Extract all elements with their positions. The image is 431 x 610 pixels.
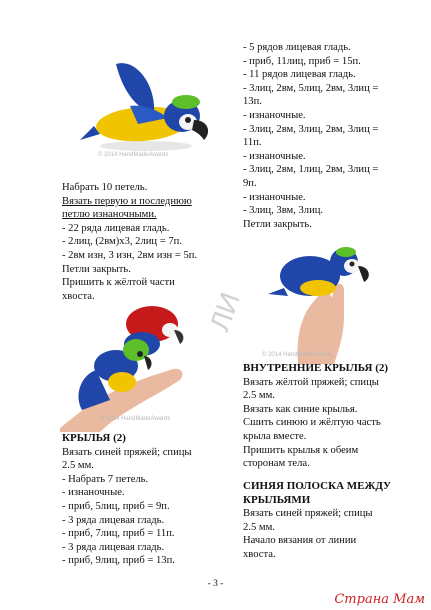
text-line: 2.5 мм.	[243, 521, 275, 533]
text-line: - 11 рядов лицевая гладь.	[243, 69, 356, 81]
text-line: Пришить к жёлтой части	[62, 277, 175, 289]
text-line: Начало вязания от линии	[243, 535, 357, 547]
parrot-illustration	[76, 48, 218, 156]
text-line: 13п.	[243, 96, 262, 108]
text-line: Петли закрыть.	[62, 263, 131, 275]
text-line: - приб, 9лиц, приб = 13п.	[62, 555, 175, 567]
parrot-photo-top	[76, 48, 218, 156]
photo-credit: © 2014 HandMadeAwards	[262, 352, 333, 358]
text-line: - 3 ряда лицевая гладь.	[62, 514, 165, 526]
text-line-underlined: Вязать первую и последнюю	[62, 195, 192, 207]
text-line: - 3лиц, 2вм, 5лиц, 2вм, 3лиц =	[243, 82, 379, 94]
text-line: - приб, 7лиц, приб = 11п.	[62, 528, 175, 540]
text-line: Вязать синей пряжей; спицы	[243, 508, 373, 520]
text-line: - изнаночные.	[62, 487, 125, 499]
text-line: 11п.	[243, 137, 262, 149]
text-line: - 5 рядов лицевая гладь.	[243, 42, 351, 53]
wing-rows-continued	[243, 41, 378, 231]
diagonal-watermark: ЛИ	[203, 288, 246, 336]
text-line: Вязать как синие крылья.	[243, 403, 358, 415]
text-line: хвоста.	[62, 290, 95, 302]
text-line: 2.5 мм.	[62, 460, 94, 472]
text-line: 2.5 мм.	[243, 390, 275, 402]
parrots-on-arm-photo	[60, 300, 195, 432]
parrot-on-hand-photo	[258, 236, 388, 364]
section-heading: КРЫЛЬЯМИ	[243, 493, 311, 506]
text-line: Сшить синюю и жёлтую часть	[243, 417, 381, 429]
text-line: - 22 ряда лицевая гладь.	[62, 222, 170, 234]
photo-credit: © 2014 HandMadeAwards	[100, 416, 171, 422]
text-line: - 3 ряда лицевая гладь.	[62, 541, 165, 553]
text-line: сторонам тела.	[243, 458, 310, 470]
photo-credit: © 2014 HandMadeAwards	[98, 152, 169, 158]
text-line: крыла вместе.	[243, 430, 307, 442]
text-line: - 3лиц, 2вм, 1лиц, 2вм, 3лиц =	[243, 164, 379, 176]
text-line: - 3лиц, 2вм, 3лиц, 2вм, 3лиц =	[243, 123, 379, 135]
tail-instructions	[62, 181, 197, 303]
blue-stripe-section	[243, 480, 391, 562]
text-line: Петли закрыть.	[243, 218, 312, 230]
text-line: - изнаночные.	[243, 150, 306, 162]
inner-wings-section	[243, 362, 388, 471]
section-heading: ВНУТРЕННИЕ КРЫЛЬЯ (2)	[243, 362, 389, 374]
text-line: Пришить крылья к обеим	[243, 444, 359, 456]
page-number: - 3 -	[207, 579, 224, 589]
text-line: Вязать жёлтой пряжей; спицы	[243, 376, 379, 388]
text-line: 9п.	[243, 177, 257, 189]
text-line: - приб, 5лиц, приб = 9п.	[62, 500, 170, 512]
section-heading: СИНЯЯ ПОЛОСКА МЕЖДУ	[243, 480, 392, 492]
text-line: - 2лиц, (2вм)х3, 2лиц = 7п.	[62, 236, 182, 248]
text-line: - 3лиц, 3вм, 3лиц.	[243, 205, 324, 217]
parrots-arm-illustration	[60, 300, 195, 432]
site-logo: Страна Мам	[334, 592, 425, 607]
text-line: - изнаночные.	[243, 191, 306, 203]
text-line: - 2вм изн, 3 изн, 2вм изн = 5п.	[62, 249, 198, 261]
text-line: - изнаночные.	[243, 109, 306, 121]
wings-section	[62, 432, 192, 568]
section-heading: КРЫЛЬЯ (2)	[62, 432, 126, 444]
text-line: Набрать 10 петель.	[62, 182, 148, 193]
text-line: Вязать синей пряжей; спицы	[62, 446, 192, 458]
text-line: - приб, 11лиц, приб = 15п.	[243, 55, 361, 67]
text-line: хвоста.	[243, 548, 276, 560]
text-line-underlined: петлю изнаночными.	[62, 209, 157, 221]
parrot-hand-illustration	[258, 236, 388, 364]
text-line: - Набрать 7 петель.	[62, 473, 149, 485]
